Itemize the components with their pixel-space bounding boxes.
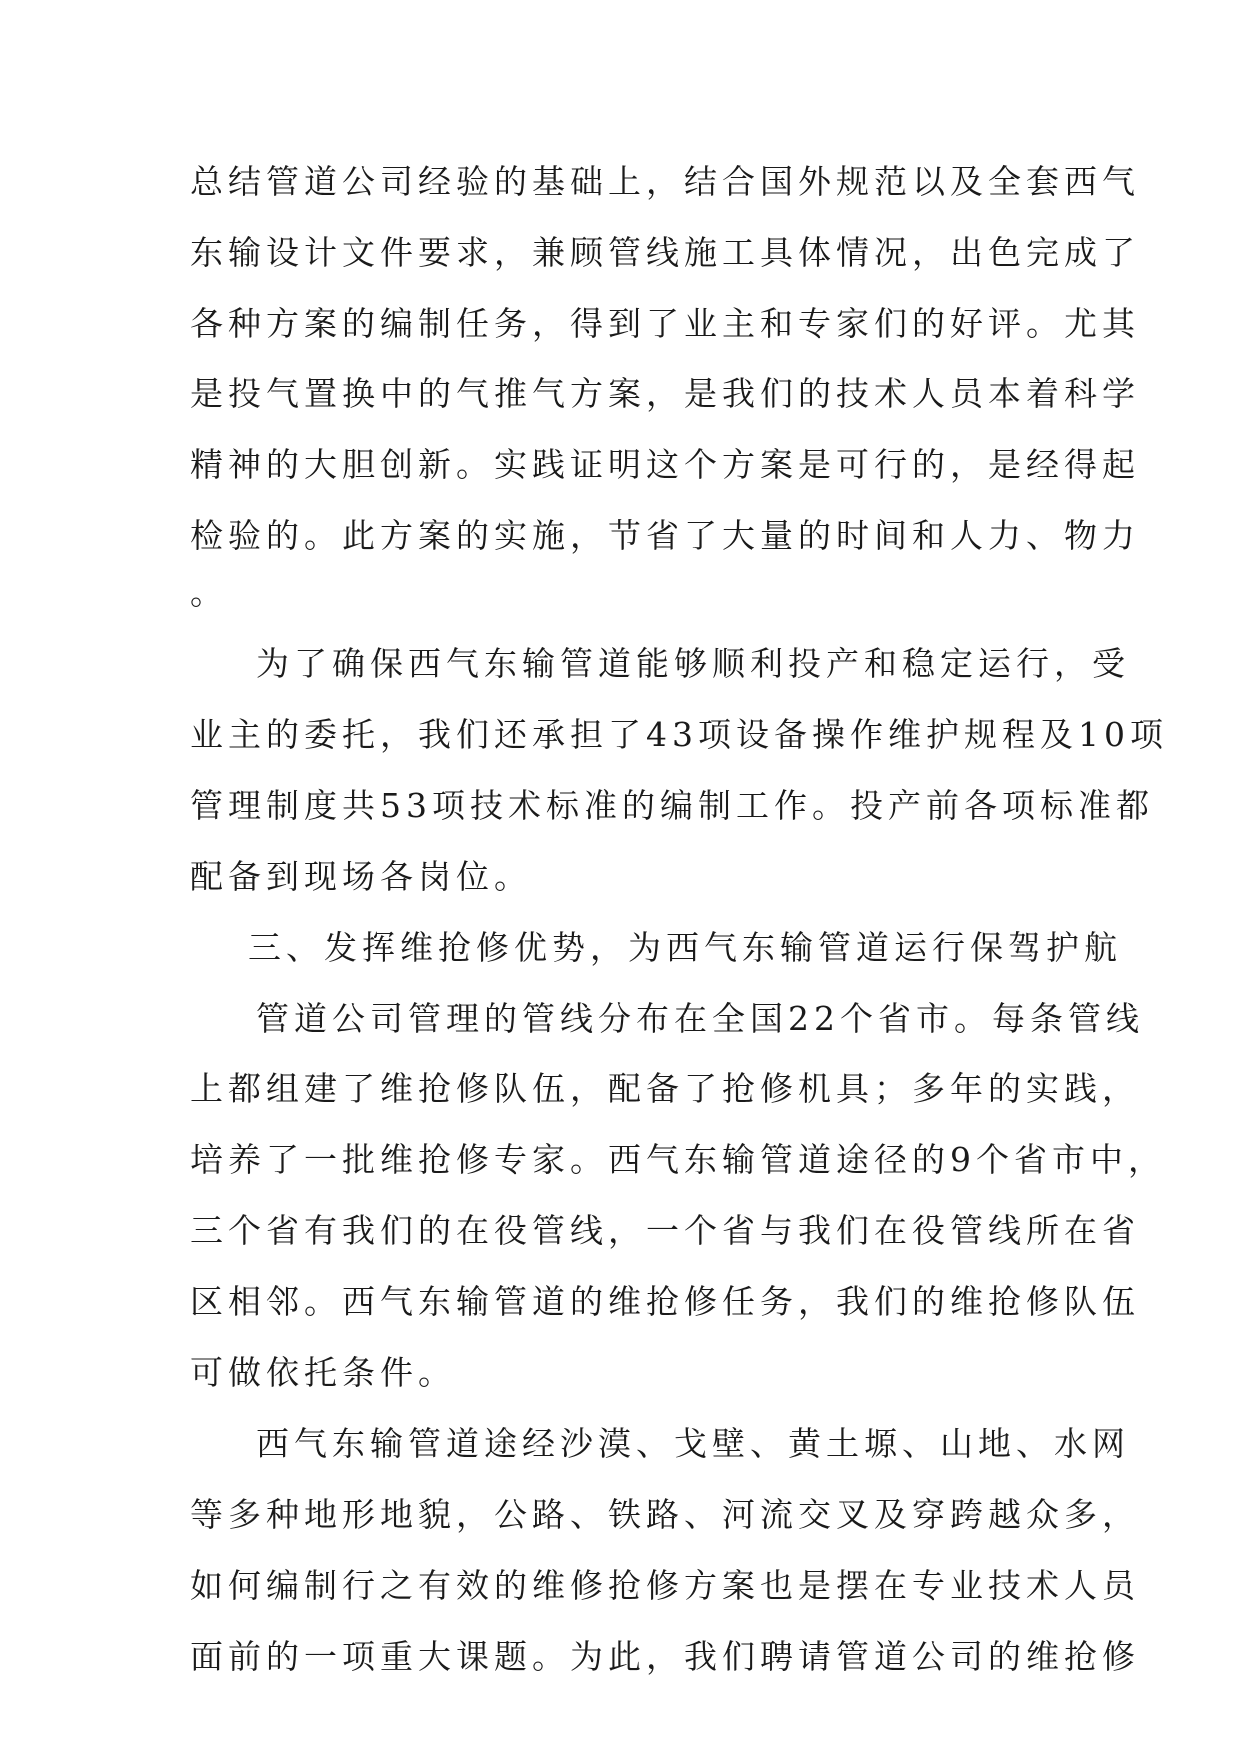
section-heading: 三、发挥维抢修优势，为西气东输管道运行保驾护航 xyxy=(248,928,1122,967)
paragraph-line: 总结管道公司经验的基础上，结合国外规范以及全套西气 xyxy=(190,162,1140,201)
paragraph-line: 检验的。此方案的实施，节省了大量的时间和人力、物力 xyxy=(190,516,1140,555)
paragraph-line: 为了确保西气东输管道能够顺利投产和稳定运行，受 xyxy=(256,644,1130,683)
paragraph-line: 上都组建了维抢修队伍，配备了抢修机具；多年的实践， xyxy=(190,1069,1140,1108)
paragraph-line: 管道公司管理的管线分布在全国22个省市。每条管线 xyxy=(256,999,1144,1038)
paragraph-line: 培养了一批维抢修专家。西气东输管道途径的9个省市中， xyxy=(190,1140,1166,1179)
paragraph-line: 管理制度共53项技术标准的编制工作。投产前各项标准都 xyxy=(190,786,1154,825)
paragraph-line: 区相邻。西气东输管道的维抢修任务，我们的维抢修队伍 xyxy=(190,1282,1140,1321)
paragraph-line: 三个省有我们的在役管线，一个省与我们在役管线所在省 xyxy=(190,1211,1140,1250)
paragraph-line: 各种方案的编制任务，得到了业主和专家们的好评。尤其 xyxy=(190,304,1140,343)
paragraph-line: 配备到现场各岗位。 xyxy=(190,857,532,896)
paragraph-line: 是投气置换中的气推气方案，是我们的技术人员本着科学 xyxy=(190,374,1140,413)
paragraph-line: 面前的一项重大课题。为此，我们聘请管道公司的维抢修 xyxy=(190,1637,1140,1676)
paragraph-line: 业主的委托，我们还承担了43项设备操作维护规程及10项 xyxy=(190,715,1168,754)
paragraph-line: 精神的大胆创新。实践证明这个方案是可行的，是经得起 xyxy=(190,445,1140,484)
paragraph-line: 西气东输管道途经沙漠、戈壁、黄土塬、山地、水网 xyxy=(256,1424,1130,1463)
paragraph-line: 可做依托条件。 xyxy=(190,1353,456,1392)
paragraph-line: 如何编制行之有效的维修抢修方案也是摆在专业技术人员 xyxy=(190,1566,1140,1605)
paragraph-line: 东输设计文件要求，兼顾管线施工具体情况，出色完成了 xyxy=(190,233,1140,272)
paragraph-line: 。 xyxy=(190,573,228,612)
paragraph-line: 等多种地形地貌，公路、铁路、河流交叉及穿跨越众多， xyxy=(190,1495,1140,1534)
